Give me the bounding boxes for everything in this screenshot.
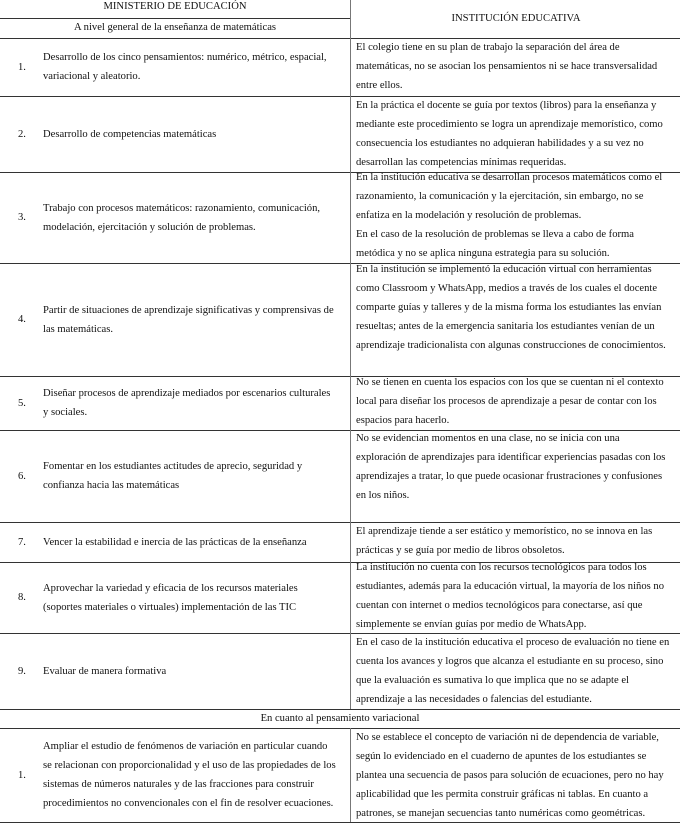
- ministry-item: Partir de situaciones de aprendizaje significativas y comprensivas de las matemáticas.: [43, 304, 334, 335]
- column-divider: [350, 728, 351, 822]
- table-row: [0, 96, 350, 172]
- institution-item: En la institución educativa se desarrollan procesos matemáticos como el razonamiento, la comunicación y la ejercitación, sin embargo, no se enfatiza en la modelación y resolución de problemas.: [356, 172, 663, 221]
- table-row: [0, 562, 350, 633]
- ministry-item: Desarrollo de competencias matemáticas: [43, 128, 217, 140]
- row-number: 1.: [18, 61, 26, 73]
- institution-item: El aprendizaje tiende a ser estático y memorístico, no se innova en las prácticas y se guía por medio de libros obsoletos.: [356, 526, 653, 556]
- table-row: [0, 38, 350, 96]
- institution-header: INSTITUCIÓN EDUCATIVA: [451, 13, 581, 24]
- ministry-item: Ampliar el estudio de fenómenos de variación en particular cuando se relacionan con proporcionalidad y el uso de las propiedades de los sistemas de números naturales y de las fracciones para construir procedimientos no convencionales con el fin de resolver ecuaciones.: [43, 741, 336, 809]
- table-row: [0, 172, 350, 263]
- table-row: [0, 728, 350, 822]
- ministry-item: Desarrollo de los cinco pensamientos: numérico, métrico, espacial, variacional y aleatorio.: [43, 52, 327, 82]
- row-number: 9.: [18, 665, 26, 677]
- ministry-item: Fomentar en los estudiantes actitudes de aprecio, seguridad y confianza hacia las matemáticas: [43, 461, 303, 491]
- institution-item: La institución no cuenta con los recursos tecnológicos para todos los estudiantes, además para la educación virtual, la mayoría de los niños no cuentan con internet o medios tecnológicos para conectarse, así que simplemente se envían guías por medio de WhatsApp.: [356, 562, 664, 630]
- table-row: [0, 430, 350, 522]
- ministry-item: Evaluar de manera formativa: [43, 665, 167, 677]
- row-number: 4.: [18, 314, 26, 325]
- ministry-item: Trabajo con procesos matemáticos: razonamiento, comunicación, modelación, ejercitación y solución de problemas.: [43, 202, 321, 233]
- institution-item: En la práctica el docente se guía por textos (libros) para la enseñanza y mediante este procedimiento se logra un aprendizaje memorístico, como consecuencia los estudiantes no adquieran habilidades y a su vez no desarrollan las competencias mínimas requeridas.: [356, 100, 663, 168]
- table-row: [0, 522, 350, 562]
- ministry-header: MINISTERIO DE EDUCACIÓN: [103, 1, 247, 12]
- institution-item: En la institución se implementó la educación virtual con herramientas como Classroom y WhatsApp, medios a través de los cuales el docente comparte guías y talleres y de la misma forma los estudiantes las envían resueltas; antes de la emergencia sanitaria los estudiantes venían de un aprendizaje tradicionalista con algunas construcciones de conocimientos.: [356, 264, 666, 351]
- row-number: 8.: [18, 592, 26, 603]
- institution-item: No se evidencian momentos en una clase, no se inicia con una exploración de aprendizajes para identificar experiencias pasadas con los aprendizajes a tratar, lo que puede ocasionar frustraciones y confusiones en los niños.: [356, 433, 666, 501]
- row-number: 6.: [18, 470, 26, 482]
- table-row: [0, 376, 350, 430]
- row-number: 1.: [18, 769, 26, 781]
- ministry-item: Aprovechar la variedad y eficacia de los recursos materiales (soportes materiales o virtuales) implementación de las TIC: [43, 582, 298, 613]
- institution-item-continued: En el caso de la resolución de problemas se lleva a cabo de forma metódica y no se aplica ninguna estrategia para su solución.: [356, 229, 634, 259]
- table-row: [0, 263, 350, 376]
- ministry-subheader: A nivel general de la enseñanza de matemáticas: [73, 22, 277, 33]
- column-divider: [350, 0, 351, 709]
- institution-item: En el caso de la institución educativa el proceso de evaluación no tiene en cuenta los avances y logros que alcanza el estudiante en su proceso, sino que la evaluación es sumativa lo que implica que no se adapte el aprendizaje a las necesidades o falencias del estudiante.: [356, 637, 670, 705]
- row-number: 2.: [18, 128, 26, 140]
- section-title: En cuanto al pensamiento variacional: [260, 713, 420, 724]
- institution-item: No se establece el concepto de variación ni de dependencia de variable, según lo evidenciado en el cuaderno de apuntes de los estudiantes se plantea una secuencia de pasos para solución de ecuaciones, pero no hay aplicabilidad que les permita construir gráficas ni tablas. En cuanto a patrones, se manejan secuencias tanto numéricas como geométricas.: [356, 732, 664, 819]
- row-number: 5.: [18, 397, 26, 409]
- institution-item: No se tienen en cuenta los espacios con los que se cuentan ni el contexto local para diseñar los procesos de aprendizaje a pesar de contar con los espacios para hacerlo.: [356, 377, 664, 426]
- row-number: 7.: [18, 536, 26, 548]
- institution-item: El colegio tiene en su plan de trabajo la separación del área de matemáticas, no se asocian los pensamientos ni se hace transversalidad entre ellos.: [356, 42, 658, 91]
- row-number: 3.: [18, 212, 26, 223]
- ministry-item: Diseñar procesos de aprendizaje mediados por escenarios culturales y sociales.: [43, 388, 331, 418]
- table-row: [0, 633, 350, 709]
- ministry-item: Vencer la estabilidad e inercia de las prácticas de la enseñanza: [43, 536, 307, 548]
